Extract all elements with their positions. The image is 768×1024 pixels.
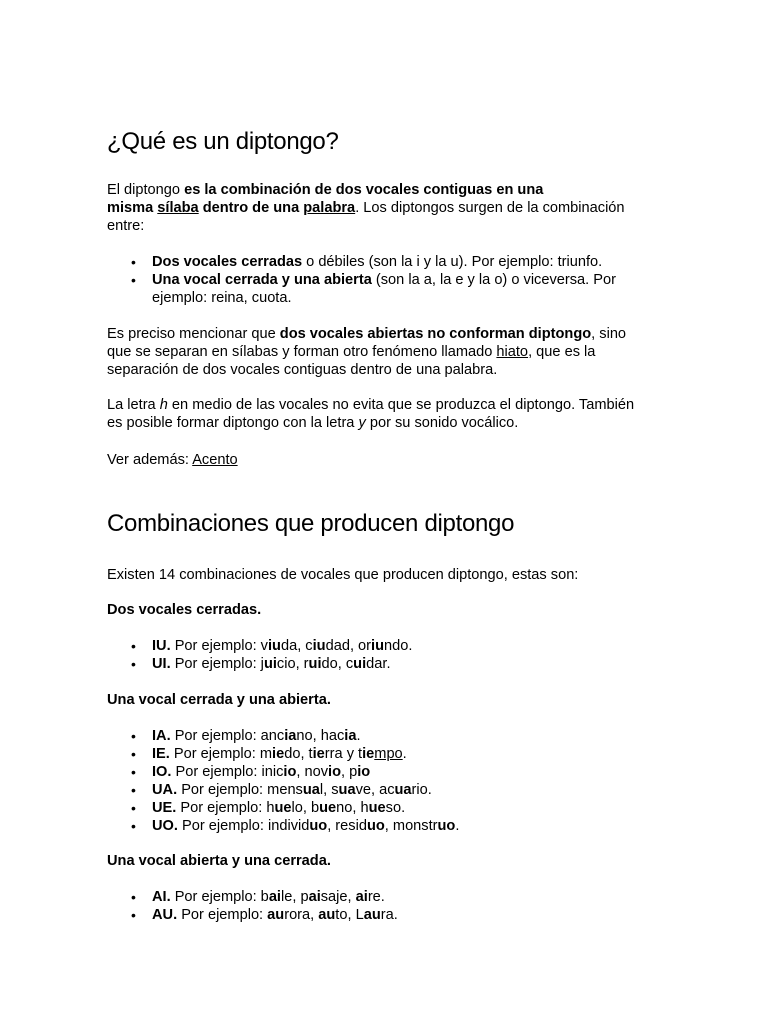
example-text: ve, ac: [355, 782, 395, 798]
see-also-label: Ver además:: [107, 452, 193, 468]
example-highlight: ue: [274, 800, 292, 816]
example-text: , resid: [327, 818, 367, 834]
example-text: ra.: [380, 907, 398, 923]
list-item-text: (son la a, la e y la o) o viceversa. Por: [371, 272, 616, 288]
example-highlight: iu: [267, 638, 281, 654]
list-item: [152, 727, 361, 745]
example-highlight: ai: [268, 889, 281, 905]
example-highlight: iu: [371, 638, 385, 654]
combination-key: UO.: [152, 818, 182, 834]
para-text: La letra: [107, 397, 160, 413]
example-text: Por ejemplo: v: [174, 638, 268, 654]
example-text: Por ejemplo: individ: [182, 818, 310, 834]
list-item: [152, 637, 412, 655]
example-highlight: ua: [394, 782, 412, 798]
combination-key: IU.: [152, 638, 175, 654]
para4: Existen 14 combinaciones de vocales que producen diptongo, estas son:: [107, 567, 579, 583]
example-text: do, c: [321, 656, 354, 672]
bullet-icon: •: [131, 254, 136, 270]
example-text: no, hac: [296, 728, 345, 744]
subheading-text: Una vocal cerrada y una abierta.: [107, 692, 331, 708]
example-highlight: uo: [309, 818, 328, 834]
example-text: rio.: [411, 782, 432, 798]
bullet-icon: •: [131, 728, 136, 744]
intro-bold: es la combinación de dos vocales contiguas en una: [184, 182, 544, 198]
subheading-text: Dos vocales cerradas.: [107, 602, 262, 618]
list-item: [152, 781, 432, 799]
subheading-open-closed: [107, 852, 331, 870]
example-text: to, L: [335, 907, 364, 923]
example-text: le, p: [280, 889, 309, 905]
list-item: [152, 655, 391, 673]
combination-key: IO.: [152, 764, 176, 780]
example-highlight: ie: [362, 746, 375, 762]
example-text[interactable]: mpo: [374, 746, 403, 762]
example-highlight: au: [363, 907, 381, 923]
para-text: que se separan en sílabas y forman otro fenómeno llamado: [107, 344, 497, 360]
bullet-icon: •: [131, 656, 136, 672]
bullet-icon: •: [131, 782, 136, 798]
para2-line-2: [107, 343, 595, 361]
bullet-icon: •: [131, 818, 136, 834]
para3-line-2: [107, 414, 518, 432]
combination-key: IE.: [152, 746, 174, 762]
example-highlight: io: [328, 764, 342, 780]
combination-key: AI.: [152, 889, 175, 905]
intro-line-1: [107, 181, 543, 199]
list-item-text: o débiles (son la i y la u). Por ejemplo: triunfo.: [302, 254, 603, 270]
example-text: .: [356, 728, 361, 744]
example-text: Por ejemplo: m: [173, 746, 273, 762]
list-item: [152, 799, 405, 817]
list-item: [152, 271, 616, 289]
example-text: Por ejemplo: anc: [174, 728, 285, 744]
list-item: [152, 888, 385, 906]
para-text: , sino: [591, 326, 627, 342]
example-text: da, c: [280, 638, 313, 654]
example-text: lo, b: [291, 800, 320, 816]
section-title-diptongo: ¿Qué es un diptongo?: [107, 128, 339, 155]
example-text: Por ejemplo: j: [174, 656, 264, 672]
intro-text: . Los diptongos surgen de la combinación: [355, 200, 625, 216]
subheading-closed-open: [107, 691, 331, 709]
para2-line-1: [107, 325, 626, 343]
bullet-icon: •: [131, 746, 136, 762]
link-hiato[interactable]: hiato: [496, 344, 529, 360]
example-text: , p: [341, 764, 358, 780]
example-highlight: au: [318, 907, 336, 923]
example-text: Por ejemplo: h: [180, 800, 275, 816]
bullet-icon: •: [131, 907, 136, 923]
para-text: , que es la: [528, 344, 596, 360]
combination-key: UA.: [152, 782, 182, 798]
intro-text: El diptongo: [107, 182, 185, 198]
example-highlight: io: [283, 764, 297, 780]
example-text: do, t: [284, 746, 313, 762]
example-text: Por ejemplo: mens: [181, 782, 303, 798]
combination-key: UE.: [152, 800, 181, 816]
example-highlight: ua: [338, 782, 356, 798]
subheading-text: Una vocal abierta y una cerrada.: [107, 853, 331, 869]
link-acento[interactable]: Acento: [192, 452, 238, 468]
intro-bold: misma: [107, 200, 158, 216]
bullet-icon: •: [131, 800, 136, 816]
para-text: Es preciso mencionar que: [107, 326, 280, 342]
intro-line-3: entre:: [107, 218, 145, 234]
example-text: t: [358, 746, 363, 762]
para3-line-1: [107, 396, 634, 414]
example-highlight: ui: [308, 656, 322, 672]
bullet-icon: •: [131, 764, 136, 780]
example-text: so.: [385, 800, 406, 816]
list-item: [152, 745, 407, 763]
example-text: .: [455, 818, 460, 834]
example-text: dar.: [366, 656, 391, 672]
para-text: en medio de las vocales no evita que se produzca el diptongo. También: [167, 397, 635, 413]
example-highlight: ai: [308, 889, 321, 905]
example-highlight: ia: [284, 728, 297, 744]
bullet-icon: •: [131, 889, 136, 905]
example-text: no, h: [336, 800, 369, 816]
intro-bold: dentro de una: [198, 200, 304, 216]
example-text: Por ejemplo: b: [174, 889, 269, 905]
list-item: [152, 763, 370, 781]
list-item-bold: Dos vocales cerradas: [152, 254, 303, 270]
example-text: re.: [367, 889, 385, 905]
example-highlight: ue: [319, 800, 337, 816]
list-item-continuation: ejemplo: reina, cuota.: [152, 290, 292, 306]
example-highlight: uo: [437, 818, 456, 834]
example-text: .: [402, 746, 407, 762]
see-also: [107, 451, 238, 469]
example-text: Por ejemplo:: [181, 907, 268, 923]
example-text: dad, or: [325, 638, 372, 654]
example-highlight: ue: [368, 800, 386, 816]
para-italic: h: [159, 397, 168, 413]
example-text: cio, r: [276, 656, 309, 672]
example-text: Por ejemplo: inic: [175, 764, 284, 780]
combination-key: AU.: [152, 907, 182, 923]
example-highlight: ai: [355, 889, 368, 905]
example-text: , monstr: [384, 818, 438, 834]
example-text: ndo.: [384, 638, 413, 654]
link-palabra[interactable]: palabra: [303, 200, 356, 216]
combination-key: UI.: [152, 656, 175, 672]
intro-line-2: [107, 199, 625, 217]
para-italic: y: [358, 415, 366, 431]
combination-key: IA.: [152, 728, 175, 744]
example-highlight: ui: [263, 656, 277, 672]
example-text: rora,: [284, 907, 319, 923]
section-title-combinaciones: Combinaciones que producen diptongo: [107, 510, 515, 537]
para-bold: dos vocales abiertas no conforman diptongo: [279, 326, 592, 342]
para2-line-3: separación de dos vocales contiguas dentro de una palabra.: [107, 362, 498, 378]
example-text: saje,: [320, 889, 356, 905]
subheading-closed: [107, 601, 261, 619]
example-highlight: ui: [353, 656, 367, 672]
list-item: [152, 817, 459, 835]
bullet-icon: •: [131, 638, 136, 654]
example-highlight: ia: [344, 728, 357, 744]
example-highlight: au: [267, 907, 285, 923]
link-silaba[interactable]: sílaba: [157, 200, 199, 216]
example-highlight: io: [357, 764, 371, 780]
example-highlight: ie: [272, 746, 285, 762]
para-text: por su sonido vocálico.: [365, 415, 519, 431]
example-highlight: uo: [366, 818, 385, 834]
para-text: es posible formar diptongo con la letra: [107, 415, 359, 431]
example-text: l, s: [319, 782, 339, 798]
example-highlight: ie: [312, 746, 325, 762]
example-highlight: iu: [312, 638, 326, 654]
bullet-icon: •: [131, 272, 136, 288]
list-item-bold: Una vocal cerrada y una abierta: [152, 272, 372, 288]
example-highlight: ua: [302, 782, 320, 798]
list-item: [152, 253, 602, 271]
example-text: , nov: [296, 764, 329, 780]
list-item: [152, 906, 398, 924]
example-text: rra y: [324, 746, 359, 762]
